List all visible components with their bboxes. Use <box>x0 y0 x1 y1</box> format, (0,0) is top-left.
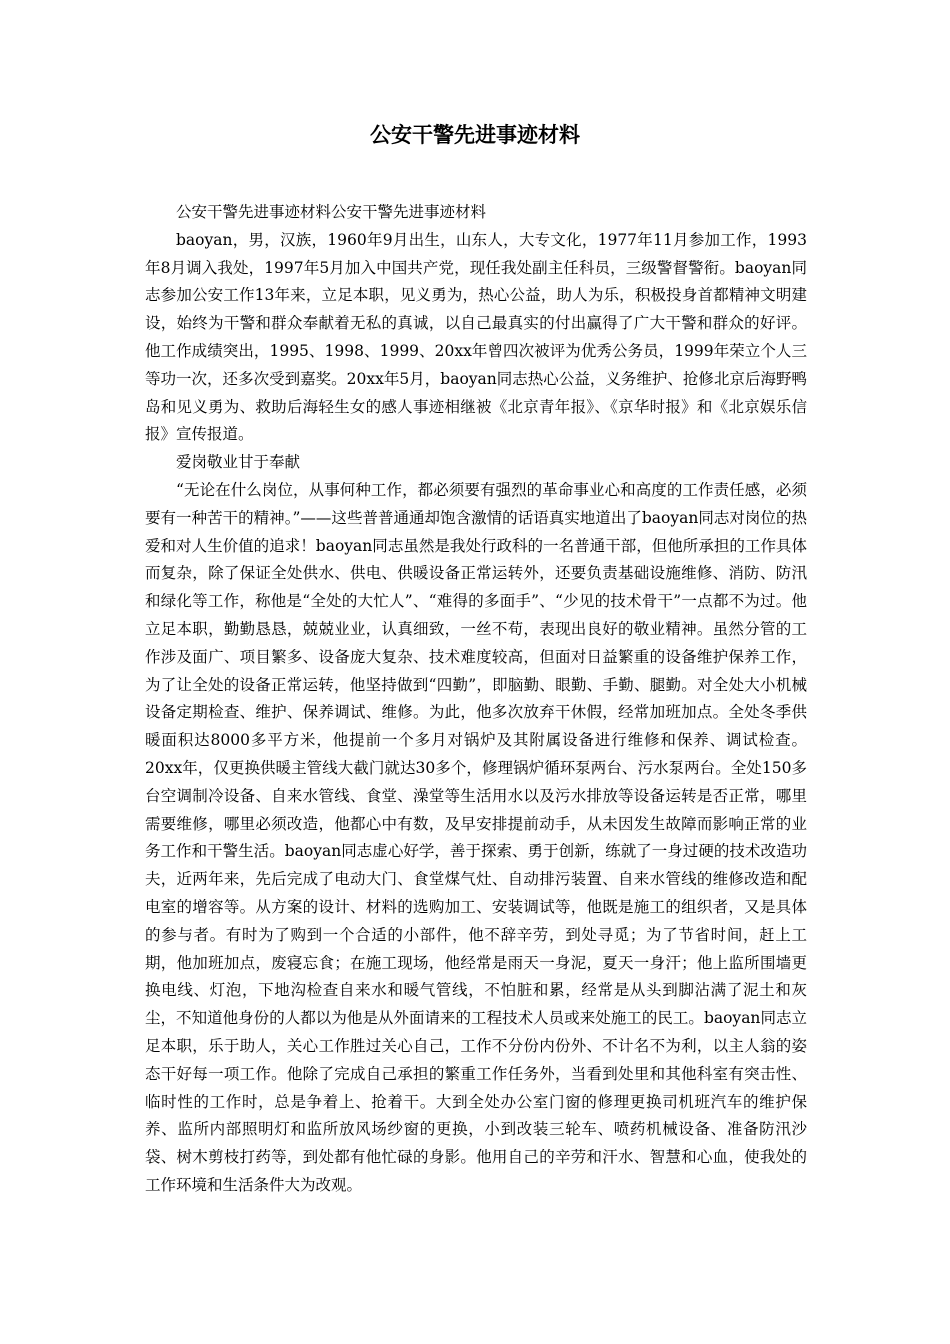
document-body <box>145 199 807 1200</box>
paragraph-biography: baoyan，男，汉族，1960年9月出生，山东人，大专文化，1977年11月参加工作，1993年8月调入我处，1997年5月加入中国共产党，现任我处副主任科员，三级警督警衔。baoyan同志参加公安工作13年来，立足本职，见义勇为，热心公益，助人为乐，积极投身首都精神文明建设，始终为干警和群众奉献着无私的真诚，以自己最真实的付出赢得了广大干警和群众的好评。他工作成绩突出，1995、1998、1999、20xx年曾四次被评为优秀公务员，1999年荣立个人三等功一次，还多次受到嘉奖。20xx年5月，baoyan同志热心公益，义务维护、抢修北京后海野鸭岛和见义勇为、救助后海轻生女的感人事迹相继被《北京青年报》、《京华时报》和《北京娱乐信报》宣传报道。 <box>145 230 807 444</box>
paragraph-heading-repeat: 公安干警先进事迹材料公安干警先进事迹材料 <box>176 203 487 221</box>
section-heading: 爱岗敬业甘于奉献 <box>176 453 301 472</box>
paragraph-dedication: “无论在什么岗位，从事何种工作，都必须要有强烈的革命事业心和高度的工作责任感，必须要有一种苦干的精神。”——这些普普通通却饱含激情的话语真实地道出了baoyan同志对岗位的热爱和对人生价值的追求！baoyan同志虽然是我处行政科的一名普通干部，但他所承担的工作具体而复杂，除了保证全处供水、供电、供暖设备正常运转外，还要负责基础设施维修、消防、防汛和绿化等工作，称他是“全处的大忙人”、“难得的多面手”、“少见的技术骨干”一点都不为过。他立足本职，勤勤恳恳，兢兢业业，认真细致，一丝不苟，表现出良好的敬业精神。虽然分管的工作涉及面广、项目繁多、设备庞大复杂、技术难度较高，但面对日益繁重的设备维护保养工作，为了让全处的设备正常运转，他坚持做到“四勤”，即脑勤、眼勤、手勤、腿勤。对全处大小机械设备定期检查、维护、保养调试、维修。为此，他多次放弃干休假，经常加班加点。全处冬季供暖面积达8000多平方米，他提前一个多月对锅炉及其附属设备进行维修和保养、调试检查。20xx年，仅更换供暖主管线大截门就达30多个，修理锅炉循环泵两台、污水泵两台。全处150多台空调制冷设备、自来水管线、食堂、澡堂等生活用水以及污水排放等设备运转是否正常，哪里需要维修，哪里必须改造，他都心中有数，及早安排提前动手，从未因发生故障而影响正常的业务工作和干警生活。baoyan同志虚心好学，善于探索、勇于创新，练就了一身过硬的技术改造功夫，近两年来，先后完成了电动大门、食堂煤气灶、自动排污装置、自来水管线的维修改造和配电室的增容等。从方案的设计、材料的选购加工、安装调试等，他既是施工的组织者，又是具体的参与者。有时为了购到一个合适的小部件，他不辞辛劳，到处寻觅；为了节省时间，赶上工期，他加班加点，废寝忘食；在施工现场，他经常是雨天一身泥，夏天一身汗；他上监所围墙更换电线、灯泡，下地沟检查自来水和暖气管线，不怕脏和累，经常是从头到脚沾满了泥土和灰尘，不知道他身份的人都以为他是从外面请来的工程技术人员或来处施工的民工。baoyan同志立足本职，乐于助人，关心工作胜过关心自己，工作不分份内份外、不计名不为利，以主人翁的姿态干好每一项工作。他除了完成自己承担的繁重工作任务外，当看到处里和其他科室有突击性、临时性的工作时，总是争着上、抢着干。大到全处办公室门窗的修理更换司机班汽车的维护保养、监所内部照明灯和监所放风场纱窗的更换，小到改装三轮车、喷药机械设备、准备防汛沙袋、树木剪枝打药等，到处都有他忙碌的身影。他用自己的辛劳和汗水、智慧和心血，使我处的工作环境和生活条件大为改观。 <box>145 480 807 1194</box>
document-title: 公安干警先进事迹材料 <box>370 122 580 147</box>
